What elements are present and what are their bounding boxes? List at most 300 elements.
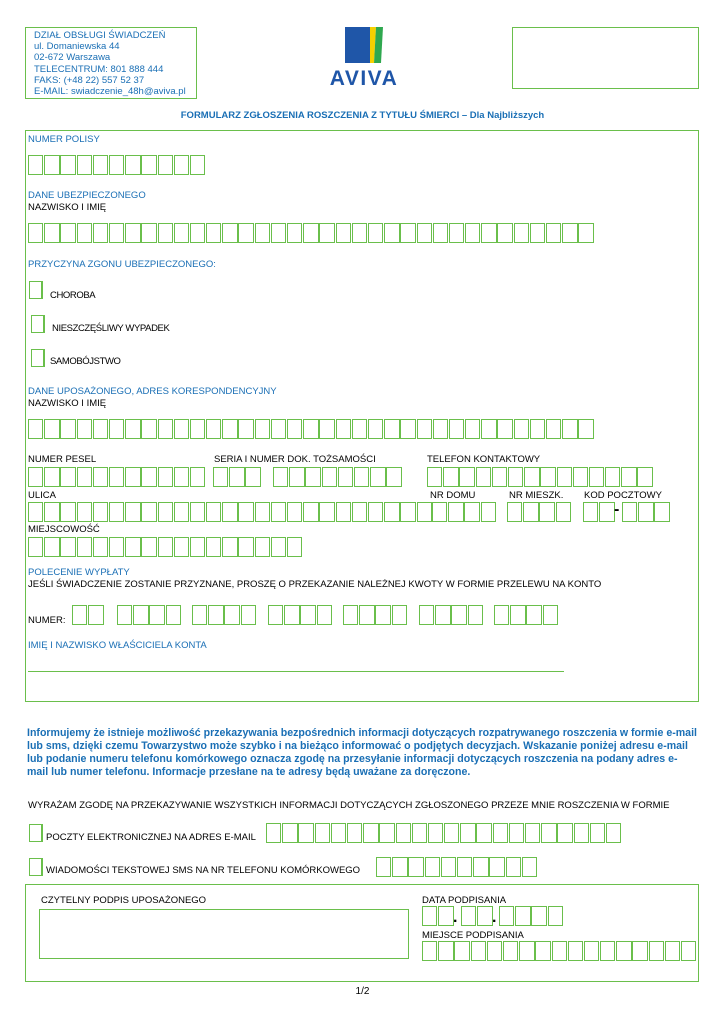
input-cell[interactable] [473,857,488,877]
input-cell[interactable] [109,155,124,175]
input-cell[interactable] [481,502,496,522]
postal-code-dash: - [614,501,620,518]
input-cell[interactable] [514,223,529,243]
input-cell[interactable] [400,419,415,439]
input-cell[interactable] [432,502,447,522]
id-series-input[interactable] [213,467,262,487]
input-cell[interactable] [44,419,59,439]
input-cell[interactable] [238,223,253,243]
input-cell[interactable] [141,502,156,522]
street-input[interactable] [28,502,433,522]
input-cell[interactable] [428,823,443,843]
policy-number-label: NUMER POLISY [28,134,100,145]
input-cell[interactable] [514,419,529,439]
input-cell[interactable] [117,605,132,625]
input-cell[interactable] [158,223,173,243]
input-cell[interactable] [44,467,59,487]
input-cell[interactable] [487,941,502,961]
postal-code-first-input[interactable] [583,502,615,522]
input-cell[interactable] [546,223,561,243]
input-cell[interactable] [506,857,521,877]
pesel-input[interactable] [28,467,206,487]
input-cell[interactable] [282,823,297,843]
input-cell[interactable] [255,223,270,243]
input-cell[interactable] [562,419,577,439]
input-cell[interactable] [158,155,173,175]
input-cell[interactable] [174,155,189,175]
input-cell[interactable] [427,467,442,487]
input-cell[interactable] [508,467,523,487]
input-cell[interactable] [477,906,492,926]
input-cell[interactable] [524,467,539,487]
input-cell[interactable] [444,823,459,843]
input-cell[interactable] [60,155,75,175]
input-cell[interactable] [174,537,189,557]
input-cell[interactable] [77,502,92,522]
input-cell[interactable] [425,857,440,877]
input-cell[interactable] [562,223,577,243]
input-cell[interactable] [507,502,522,522]
input-cell[interactable] [141,419,156,439]
account-owner-line[interactable] [28,671,564,672]
input-cell[interactable] [125,502,140,522]
input-cell[interactable] [417,502,432,522]
input-cell[interactable] [190,223,205,243]
input-cell[interactable] [519,941,534,961]
input-cell[interactable] [77,467,92,487]
input-cell[interactable] [665,941,680,961]
input-cell[interactable] [206,419,221,439]
input-cell[interactable] [77,155,92,175]
input-cell[interactable] [461,906,476,926]
input-cell[interactable] [497,223,512,243]
input-cell[interactable] [384,502,399,522]
input-cell[interactable] [515,906,530,926]
date-separator: . [492,909,497,926]
input-cell[interactable] [93,419,108,439]
input-cell[interactable] [509,823,524,843]
input-cell[interactable] [77,223,92,243]
account-number-group-6[interactable] [419,605,484,625]
input-cell[interactable] [386,467,401,487]
account-number-group-5[interactable] [343,605,408,625]
input-cell[interactable] [574,823,589,843]
input-cell[interactable] [392,605,407,625]
input-cell[interactable] [28,537,43,557]
input-cell[interactable] [347,823,362,843]
information-paragraph: Informujemy że istnieje możliwość przekazywania bezpośrednich informacji dotyczących rozpatrywanego roszczenia w formie e-mail lub sms, dzięki czemu Towarzystwo może szybko i na bieżąco informować o podjętych decyzjach. Wskazanie poniżej adresu e-mail lub podanie numeru telefonu komórkowego oznacza zgodę na przesyłanie informacji dotyczących roszczenia na podany adres e-mail lub numer telefonu. Informacje przesłane na te adresy będą uważane za doręczone. [27,727,697,778]
input-cell[interactable] [499,906,514,926]
accident-checkbox[interactable] [31,315,45,333]
input-cell[interactable] [548,906,563,926]
beneficiary-name-input[interactable] [28,419,595,439]
input-cell[interactable] [287,537,302,557]
account-number-group-4[interactable] [268,605,333,625]
input-cell[interactable] [141,537,156,557]
input-cell[interactable] [368,223,383,243]
policy-number-input[interactable] [28,155,206,175]
input-cell[interactable] [489,857,504,877]
input-cell[interactable] [28,223,43,243]
input-cell[interactable] [412,823,427,843]
input-cell[interactable] [552,941,567,961]
input-cell[interactable] [77,419,92,439]
input-cell[interactable] [338,467,353,487]
input-cell[interactable] [419,605,434,625]
input-cell[interactable] [546,419,561,439]
input-cell[interactable] [621,467,636,487]
input-cell[interactable] [287,419,302,439]
account-owner-label: IMIĘ I NAZWISKO WŁAŚCICIELA KONTA [28,640,207,651]
input-cell[interactable] [481,419,496,439]
input-cell[interactable] [88,605,103,625]
input-cell[interactable] [578,419,593,439]
input-cell[interactable] [343,605,358,625]
input-cell[interactable] [190,419,205,439]
input-cell[interactable] [540,467,555,487]
signature-field[interactable] [39,909,409,959]
input-cell[interactable] [638,502,653,522]
email-consent-checkbox[interactable] [29,824,43,842]
email-input[interactable] [266,823,622,843]
suicide-checkbox[interactable] [31,349,45,367]
input-cell[interactable] [443,467,458,487]
input-cell[interactable] [497,419,512,439]
input-cell[interactable] [457,857,472,877]
input-cell[interactable] [492,467,507,487]
input-cell[interactable] [298,823,313,843]
input-cell[interactable] [190,502,205,522]
input-cell[interactable] [206,223,221,243]
flat-number-label: NR MIESZK. [509,490,564,501]
input-cell[interactable] [352,223,367,243]
input-cell[interactable] [192,605,207,625]
input-cell[interactable] [616,941,631,961]
input-cell[interactable] [557,823,572,843]
input-cell[interactable] [60,419,75,439]
input-cell[interactable] [578,223,593,243]
input-cell[interactable] [287,502,302,522]
input-cell[interactable] [375,605,390,625]
input-cell[interactable] [481,223,496,243]
input-cell[interactable] [408,857,423,877]
input-cell[interactable] [476,823,491,843]
input-cell[interactable] [606,823,621,843]
input-cell[interactable] [384,419,399,439]
input-cell[interactable] [133,605,148,625]
input-cell[interactable] [93,467,108,487]
input-cell[interactable] [465,419,480,439]
input-cell[interactable] [568,941,583,961]
input-cell[interactable] [174,467,189,487]
input-cell[interactable] [433,223,448,243]
input-cell[interactable] [44,502,59,522]
input-cell[interactable] [213,467,228,487]
account-number-group-1[interactable] [72,605,104,625]
mobile-phone-input[interactable] [376,857,538,877]
input-cell[interactable] [266,823,281,843]
input-cell[interactable] [149,605,164,625]
input-cell[interactable] [448,502,463,522]
input-cell[interactable] [464,502,479,522]
input-cell[interactable] [222,223,237,243]
input-cell[interactable] [222,537,237,557]
insured-name-input[interactable] [28,223,595,243]
phone-input[interactable] [427,467,654,487]
input-cell[interactable] [268,605,283,625]
input-cell[interactable] [174,502,189,522]
account-number-group-3[interactable] [192,605,257,625]
input-cell[interactable] [449,223,464,243]
input-cell[interactable] [158,502,173,522]
input-cell[interactable] [522,857,537,877]
input-cell[interactable] [222,502,237,522]
input-cell[interactable] [510,605,525,625]
input-cell[interactable] [125,419,140,439]
input-cell[interactable] [590,823,605,843]
illness-checkbox[interactable] [29,281,43,299]
input-cell[interactable] [125,223,140,243]
input-cell[interactable] [166,605,181,625]
input-cell[interactable] [208,605,223,625]
input-cell[interactable] [174,223,189,243]
input-cell[interactable] [454,941,469,961]
input-cell[interactable] [109,419,124,439]
input-cell[interactable] [303,502,318,522]
input-cell[interactable] [525,823,540,843]
input-cell[interactable] [319,419,334,439]
input-cell[interactable] [589,467,604,487]
input-cell[interactable] [190,155,205,175]
input-cell[interactable] [583,502,598,522]
input-cell[interactable] [109,537,124,557]
input-cell[interactable] [433,419,448,439]
input-cell[interactable] [494,605,509,625]
input-cell[interactable] [359,605,374,625]
input-cell[interactable] [535,941,550,961]
input-cell[interactable] [530,419,545,439]
input-cell[interactable] [238,419,253,439]
input-cell[interactable] [44,537,59,557]
input-cell[interactable] [190,537,205,557]
input-cell[interactable] [460,823,475,843]
input-cell[interactable] [273,467,288,487]
input-cell[interactable] [632,941,647,961]
input-cell[interactable] [141,467,156,487]
input-cell[interactable] [77,537,92,557]
input-cell[interactable] [384,223,399,243]
input-cell[interactable] [530,223,545,243]
input-cell[interactable] [238,537,253,557]
input-cell[interactable] [438,941,453,961]
input-cell[interactable] [459,467,474,487]
account-number-group-2[interactable] [117,605,182,625]
input-cell[interactable] [557,467,572,487]
input-cell[interactable] [336,502,351,522]
input-cell[interactable] [271,537,286,557]
input-cell[interactable] [526,605,541,625]
account-number-group-7[interactable] [494,605,559,625]
input-cell[interactable] [400,223,415,243]
input-cell[interactable] [241,605,256,625]
input-cell[interactable] [109,467,124,487]
input-cell[interactable] [287,223,302,243]
signature-year-input[interactable] [499,906,564,926]
input-cell[interactable] [125,467,140,487]
input-cell[interactable] [271,419,286,439]
input-cell[interactable] [368,502,383,522]
input-cell[interactable] [476,467,491,487]
input-cell[interactable] [44,223,59,243]
flat-number-input[interactable] [507,502,572,522]
input-cell[interactable] [72,605,87,625]
input-cell[interactable] [229,467,244,487]
input-cell[interactable] [305,467,320,487]
input-cell[interactable] [336,223,351,243]
input-cell[interactable] [363,823,378,843]
input-cell[interactable] [125,155,140,175]
input-cell[interactable] [468,605,483,625]
input-cell[interactable] [174,419,189,439]
payout-text: JEŚLI ŚWIADCZENIE ZOSTANIE PRZYZNANE, PROSZĘ O PRZEKAZANIE NALEŻNEJ KWOTY W FORMIE PRZELEWU NA KONTO [28,579,602,590]
input-cell[interactable] [379,823,394,843]
input-cell[interactable] [300,605,315,625]
address-line: E-MAIL: swiadczenie_48h@aviva.pl [34,86,186,98]
signature-day-input[interactable] [422,906,454,926]
input-cell[interactable] [93,502,108,522]
input-cell[interactable] [503,941,518,961]
input-cell[interactable] [523,502,538,522]
input-cell[interactable] [417,223,432,243]
input-cell[interactable] [438,906,453,926]
input-cell[interactable] [435,605,450,625]
input-cell[interactable] [158,467,173,487]
signature-month-input[interactable] [461,906,493,926]
input-cell[interactable] [224,605,239,625]
input-cell[interactable] [637,467,652,487]
input-cell[interactable] [222,419,237,439]
input-cell[interactable] [315,823,330,843]
input-cell[interactable] [284,605,299,625]
input-cell[interactable] [190,467,205,487]
input-cell[interactable] [449,419,464,439]
input-cell[interactable] [289,467,304,487]
input-cell[interactable] [238,502,253,522]
input-cell[interactable] [417,419,432,439]
input-cell[interactable] [319,223,334,243]
input-cell[interactable] [392,857,407,877]
input-cell[interactable] [573,467,588,487]
input-cell[interactable] [28,467,43,487]
input-cell[interactable] [539,502,554,522]
input-cell[interactable] [649,941,664,961]
input-cell[interactable] [28,419,43,439]
input-cell[interactable] [271,223,286,243]
input-cell[interactable] [109,223,124,243]
id-number-input[interactable] [273,467,403,487]
input-cell[interactable] [422,906,437,926]
death-cause-label: PRZYCZYNA ZGONU UBEZPIECZONEGO: [28,259,216,270]
input-cell[interactable] [336,419,351,439]
input-cell[interactable] [158,537,173,557]
signature-place-input[interactable] [422,941,697,961]
postal-code-label: KOD POCZTOWY [584,490,662,501]
input-cell[interactable] [556,502,571,522]
city-input[interactable] [28,537,303,557]
input-cell[interactable] [319,502,334,522]
input-cell[interactable] [60,537,75,557]
input-cell[interactable] [109,502,124,522]
input-cell[interactable] [44,155,59,175]
input-cell[interactable] [271,502,286,522]
input-cell[interactable] [331,823,346,843]
input-cell[interactable] [352,419,367,439]
input-cell[interactable] [303,419,318,439]
sms-consent-checkbox[interactable] [29,858,43,876]
input-cell[interactable] [158,419,173,439]
input-cell[interactable] [60,223,75,243]
postal-code-second-input[interactable] [622,502,671,522]
input-cell[interactable] [317,605,332,625]
input-cell[interactable] [493,823,508,843]
input-cell[interactable] [368,419,383,439]
input-cell[interactable] [255,419,270,439]
input-cell[interactable] [622,502,637,522]
input-cell[interactable] [206,537,221,557]
input-cell[interactable] [441,857,456,877]
input-cell[interactable] [465,223,480,243]
input-cell[interactable] [93,155,108,175]
logo-wordmark: AVIVA [329,67,399,90]
input-cell[interactable] [599,502,614,522]
input-cell[interactable] [141,223,156,243]
input-cell[interactable] [541,823,556,843]
input-cell[interactable] [28,155,43,175]
input-cell[interactable] [354,467,369,487]
input-cell[interactable] [255,537,270,557]
input-cell[interactable] [245,467,260,487]
input-cell[interactable] [584,941,599,961]
house-number-input[interactable] [432,502,497,522]
input-cell[interactable] [352,502,367,522]
input-cell[interactable] [141,155,156,175]
input-cell[interactable] [255,502,270,522]
input-cell[interactable] [451,605,466,625]
input-cell[interactable] [400,502,415,522]
input-cell[interactable] [60,467,75,487]
input-cell[interactable] [370,467,385,487]
input-cell[interactable] [531,906,546,926]
input-cell[interactable] [422,941,437,961]
address-line: TELECENTRUM: 801 888 444 [34,63,164,75]
input-cell[interactable] [125,537,140,557]
input-cell[interactable] [93,223,108,243]
input-cell[interactable] [471,941,486,961]
input-cell[interactable] [605,467,620,487]
input-cell[interactable] [543,605,558,625]
input-cell[interactable] [60,502,75,522]
input-cell[interactable] [396,823,411,843]
input-cell[interactable] [28,502,43,522]
input-cell[interactable] [654,502,669,522]
input-cell[interactable] [206,502,221,522]
input-cell[interactable] [376,857,391,877]
input-cell[interactable] [322,467,337,487]
input-cell[interactable] [600,941,615,961]
input-cell[interactable] [303,223,318,243]
input-cell[interactable] [93,537,108,557]
input-cell[interactable] [681,941,696,961]
